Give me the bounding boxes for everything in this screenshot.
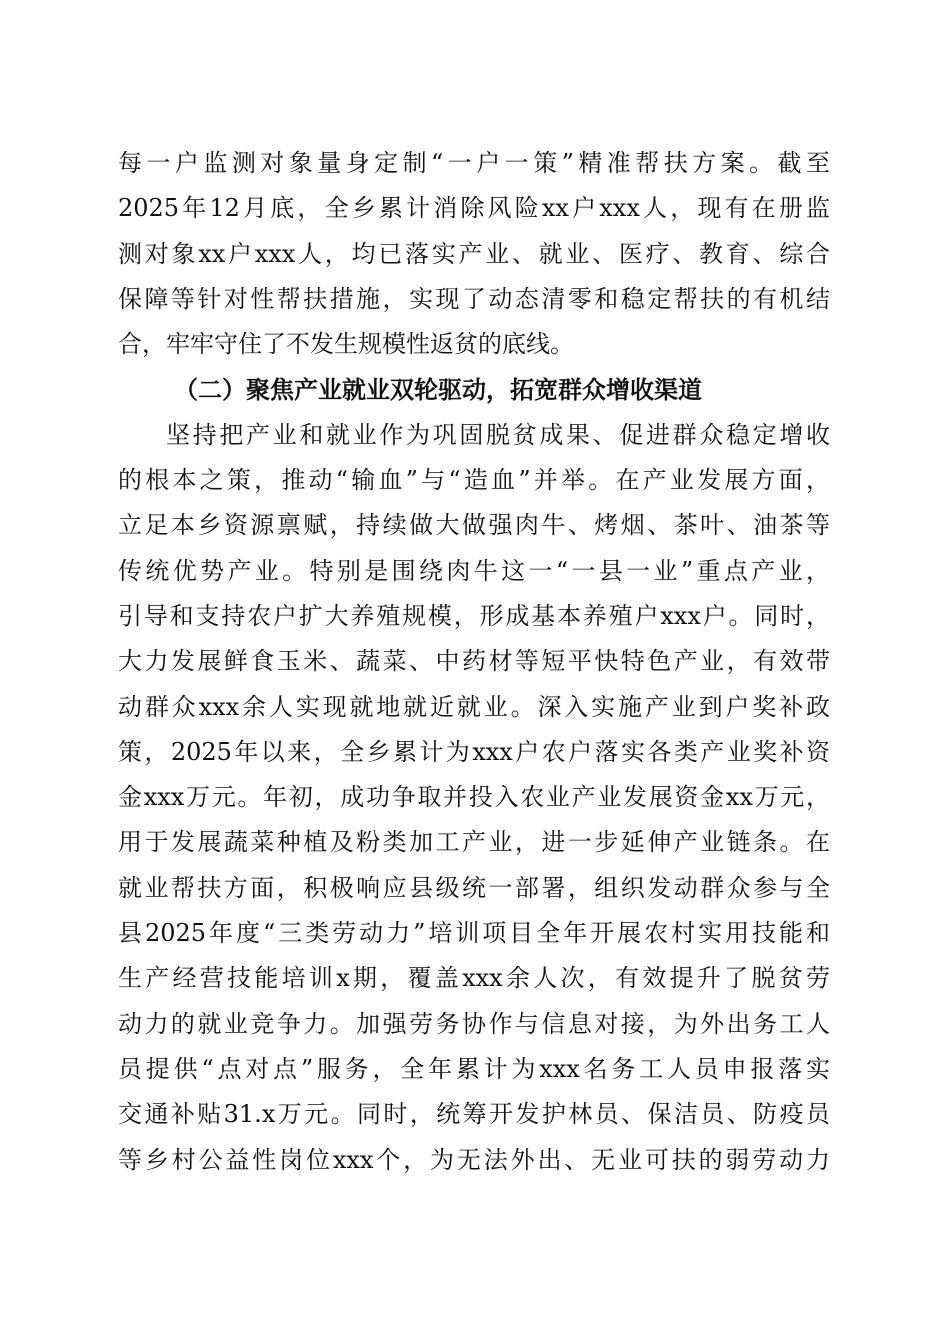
text-line: 员提供“点对点”服务，全年累计为xxx名务工人员申报落实 [118,1054,830,1083]
text-line: 坚持把产业和就业作为巩固脱贫成果、促进群众稳定增收 [166,420,830,449]
text-line: 传统优势产业。特别是围绕肉牛这一“一县一业”重点产业， [118,556,830,585]
text-line: 生产经营技能培训x期，覆盖xxx余人次，有效提升了脱贫劳 [118,964,830,993]
text-line: 测对象xx户xxx人，均已落实产业、就业、医疗、教育、综合 [118,239,830,268]
text-line: 就业帮扶方面，积极响应县级统一部署，组织发动群众参与全 [118,873,830,902]
text-line: 大力发展鲜食玉米、蔬菜、中药材等短平快特色产业，有效带 [118,647,830,676]
text-line: 的根本之策，推动“输血”与“造血”并举。在产业发展方面， [118,466,830,495]
text-line: 用于发展蔬菜种植及粉类加工产业，进一步延伸产业链条。在 [118,828,830,857]
text-line: 引导和支持农户扩大养殖规模，形成基本养殖户xxx户。同时， [118,601,830,630]
text-line: 合，牢牢守住了不发生规模性返贫的底线。 [118,330,574,359]
document-body [118,141,830,1183]
text-line: 交通补贴31.x万元。同时，统筹开发护林员、保洁员、防疫员 [118,1100,830,1129]
text-line: 动力的就业竞争力。加强劳务协作与信息对接，为外出务工人 [118,1009,830,1038]
text-line: 县2025年度“三类劳动力”培训项目全年开展农村实用技能和 [118,919,830,948]
text-line: 等乡村公益性岗位xxx个，为无法外出、无业可扶的弱劳动力 [118,1145,830,1174]
text-line: 每一户监测对象量身定制“一户一策”精准帮扶方案。截至 [118,149,830,177]
text-line: 动群众xxx余人实现就地就近就业。深入实施产业到户奖补政 [118,692,830,721]
text-line: 金xxx万元。年初，成功争取并投入农业产业发展资金xx万元， [118,783,830,812]
text-line: 立足本乡资源禀赋，持续做大做强肉牛、烤烟、茶叶、油茶等 [118,511,830,540]
text-line: 2025年12月底，全乡累计消除风险xx户xxx人，现有在册监 [118,194,830,223]
text-line: 保障等针对性帮扶措施，实现了动态清零和稳定帮扶的有机结 [118,284,830,313]
text-line: 策，2025年以来，全乡累计为xxx户农户落实各类产业奖补资 [118,737,830,766]
section-heading: （二）聚焦产业就业双轮驱动，拓宽群众增收渠道 [174,375,702,405]
